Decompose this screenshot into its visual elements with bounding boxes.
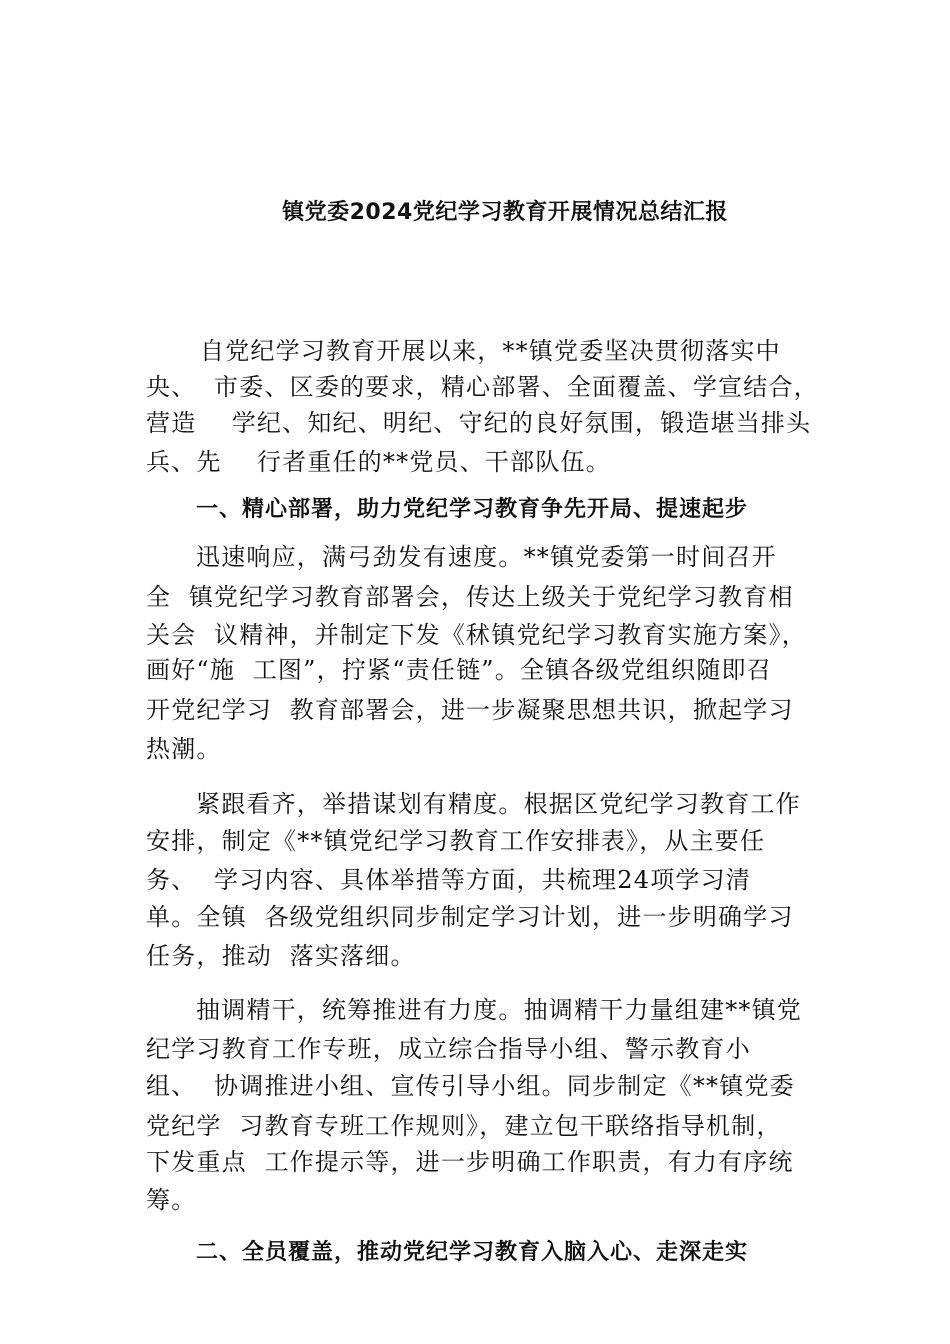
section-heading: 一、精心部署，助力党纪学习教育争先开局、提速起步 xyxy=(196,497,749,522)
paragraph-line: 务、 学习内容、具体举措等方面，共梳理24项学习清 xyxy=(146,866,751,894)
paragraph-line: 党纪学 习教育专班工作规则》，建立包干联络指导机制， xyxy=(146,1112,782,1140)
intro-line: 营造 学纪、知纪、明纪、守纪的良好氛围，锻造堪当排头 xyxy=(146,409,812,437)
section-heading: 二、全员覆盖，推动党纪学习教育入脑入心、走深走实 xyxy=(196,1240,749,1265)
paragraph-line: 单。全镇 各级党组织同步制定学习计划，进一步明确学习 xyxy=(146,903,794,931)
paragraph-line: 全 镇党纪学习教育部署会，传达上级关于党纪学习教育相 xyxy=(146,583,794,611)
paragraph-line: 开党纪学习 教育部署会，进一步凝聚思想共识，掀起学习 xyxy=(146,696,794,724)
paragraph-line: 筹。 xyxy=(146,1186,197,1214)
paragraph-line: 画好“施 工图”，拧紧“责任链”。全镇各级党组织随即召 xyxy=(146,656,772,684)
intro-line: 自党纪学习教育开展以来，**镇党委坚决贯彻落实中 xyxy=(200,337,781,365)
document-title: 镇党委2024党纪学习教育开展情况总结汇报 xyxy=(282,200,728,225)
paragraph-line: 抽调精干，统筹推进有力度。抽调精干力量组建**镇党 xyxy=(196,996,802,1024)
paragraph-line: 纪学习教育工作专班，成立综合指导小组、警示教育小 xyxy=(146,1035,751,1063)
paragraph-line: 下发重点 工作提示等，进一步明确工作职责，有力有序统 xyxy=(146,1148,794,1176)
paragraph-line: 组、 协调推进小组、宣传引导小组。同步制定《**镇党委 xyxy=(146,1072,795,1100)
paragraph-line: 安排，制定《**镇党纪学习教育工作安排表》，从主要任 xyxy=(146,827,766,855)
paragraph-line: 任务，推动 落实落细。 xyxy=(146,942,416,970)
paragraph-line: 紧跟看齐，举措谋划有精度。根据区党纪学习教育工作 xyxy=(196,790,801,818)
paragraph-line: 迅速响应，满弓劲发有速度。**镇党委第一时间召开 xyxy=(196,543,777,571)
paragraph-line: 热潮。 xyxy=(146,735,222,763)
intro-line: 央、 市委、区委的要求，精心部署、全面覆盖、学宣结合， xyxy=(146,373,819,401)
paragraph-line: 关会 议精神，并制定下发《秫镇党纪学习教育实施方案》， xyxy=(146,621,807,649)
intro-line: 兵、先 行者重任的**党员、干部队伍。 xyxy=(146,448,611,476)
